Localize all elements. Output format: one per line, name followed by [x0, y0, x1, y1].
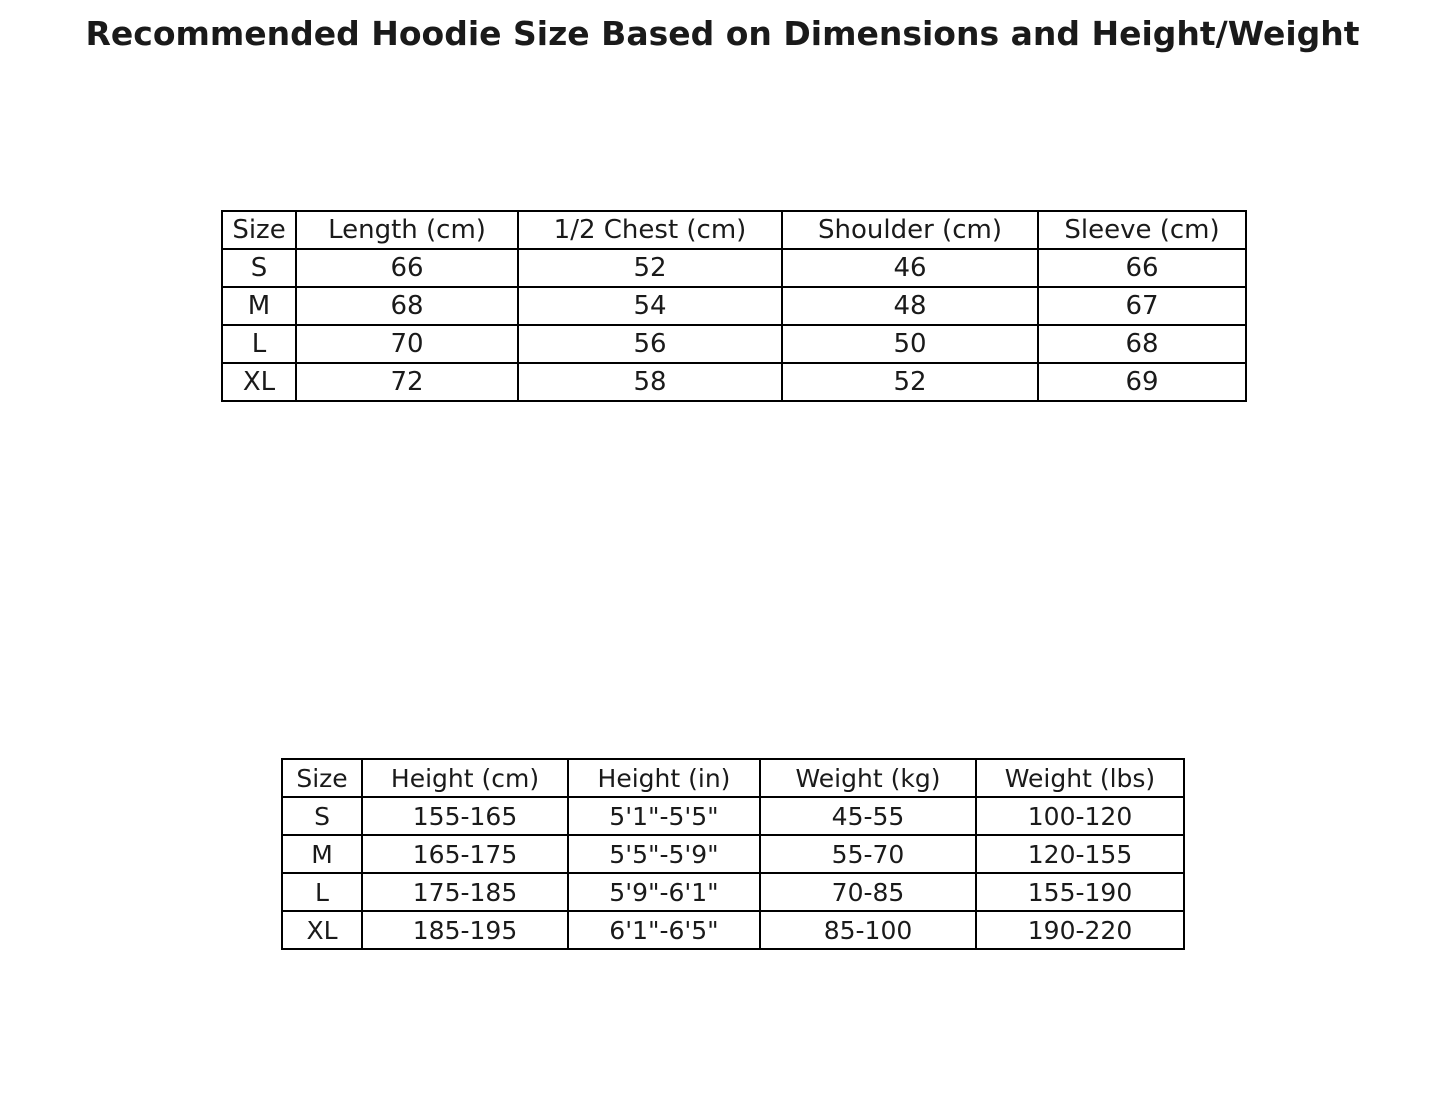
cell-size: L: [222, 325, 296, 363]
column-header-size: Size: [282, 759, 362, 797]
cell-shoulder: 52: [782, 363, 1038, 401]
table-row: [222, 249, 1246, 287]
cell-weight-lbs: 100-120: [976, 797, 1184, 835]
cell-size: S: [282, 797, 362, 835]
cell-size: XL: [282, 911, 362, 949]
cell-height-in: 5'9"-6'1": [568, 873, 760, 911]
column-header-weight-kg: Weight (kg): [760, 759, 976, 797]
cell-weight-kg: 55-70: [760, 835, 976, 873]
cell-weight-lbs: 120-155: [976, 835, 1184, 873]
cell-height-cm: 185-195: [362, 911, 568, 949]
table-row: [222, 287, 1246, 325]
garment-dimensions-table: [221, 210, 1247, 402]
cell-height-cm: 155-165: [362, 797, 568, 835]
cell-height-cm: 175-185: [362, 873, 568, 911]
table-row: [282, 911, 1184, 949]
cell-sleeve: 69: [1038, 363, 1246, 401]
column-header-height-cm: Height (cm): [362, 759, 568, 797]
cell-half-chest: 52: [518, 249, 782, 287]
page-title: Recommended Hoodie Size Based on Dimensions and Height/Weight: [85, 14, 1360, 53]
cell-shoulder: 48: [782, 287, 1038, 325]
cell-sleeve: 66: [1038, 249, 1246, 287]
cell-sleeve: 67: [1038, 287, 1246, 325]
column-header-height-in: Height (in): [568, 759, 760, 797]
cell-weight-lbs: 155-190: [976, 873, 1184, 911]
cell-size: L: [282, 873, 362, 911]
column-header-size: Size: [222, 211, 296, 249]
table-row: [282, 797, 1184, 835]
cell-sleeve: 68: [1038, 325, 1246, 363]
cell-length: 70: [296, 325, 518, 363]
table-header-row: [282, 759, 1184, 797]
cell-weight-kg: 45-55: [760, 797, 976, 835]
cell-half-chest: 58: [518, 363, 782, 401]
cell-height-in: 6'1"-6'5": [568, 911, 760, 949]
cell-length: 72: [296, 363, 518, 401]
cell-weight-kg: 85-100: [760, 911, 976, 949]
cell-length: 66: [296, 249, 518, 287]
cell-weight-kg: 70-85: [760, 873, 976, 911]
table-row: [282, 835, 1184, 873]
column-header-sleeve: Sleeve (cm): [1038, 211, 1246, 249]
column-header-weight-lbs: Weight (lbs): [976, 759, 1184, 797]
cell-half-chest: 54: [518, 287, 782, 325]
cell-shoulder: 50: [782, 325, 1038, 363]
cell-height-in: 5'5"-5'9": [568, 835, 760, 873]
cell-size: M: [282, 835, 362, 873]
cell-length: 68: [296, 287, 518, 325]
cell-weight-lbs: 190-220: [976, 911, 1184, 949]
cell-height-in: 5'1"-5'5": [568, 797, 760, 835]
column-header-half-chest: 1/2 Chest (cm): [518, 211, 782, 249]
cell-half-chest: 56: [518, 325, 782, 363]
cell-size: M: [222, 287, 296, 325]
body-measurements-table: [281, 758, 1185, 950]
cell-shoulder: 46: [782, 249, 1038, 287]
table-header-row: [222, 211, 1246, 249]
cell-size: XL: [222, 363, 296, 401]
table-row: [222, 325, 1246, 363]
table-row: [282, 873, 1184, 911]
table-row: [222, 363, 1246, 401]
column-header-length: Length (cm): [296, 211, 518, 249]
cell-size: S: [222, 249, 296, 287]
column-header-shoulder: Shoulder (cm): [782, 211, 1038, 249]
cell-height-cm: 165-175: [362, 835, 568, 873]
